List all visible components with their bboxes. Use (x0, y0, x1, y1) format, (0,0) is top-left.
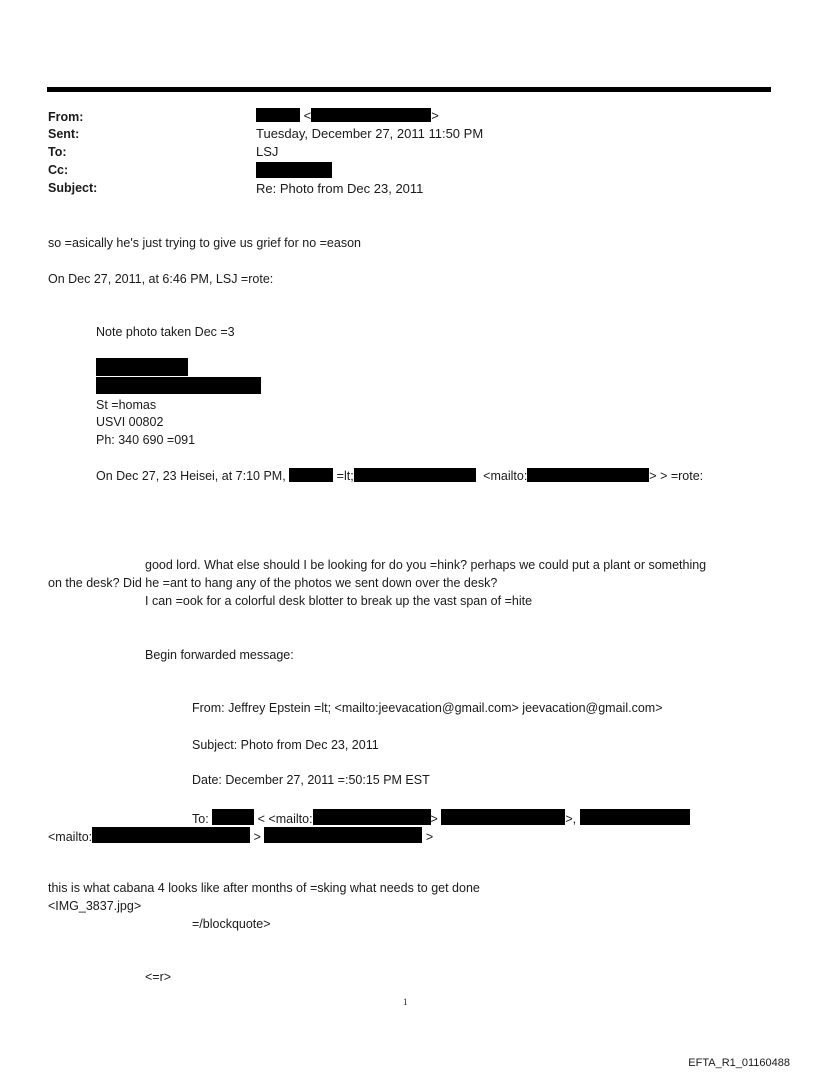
fwd-date: Date: December 27, 2011 =:50:15 PM EST (192, 773, 430, 787)
redaction-block (92, 827, 250, 843)
redaction-block (311, 108, 431, 122)
redaction-block (441, 809, 565, 825)
document-id: EFTA_R1_01160488 (688, 1057, 790, 1069)
quote-header-line (96, 468, 703, 484)
note-line: Note photo taken Dec =3 (96, 325, 235, 339)
to-value: LSJ (256, 144, 279, 159)
fwd-gt4: > (425, 830, 434, 844)
image-attachment: <IMG_3837.jpg> (48, 899, 142, 913)
quote-lt: =lt; (336, 469, 354, 483)
para1-line-c: I can =ook for a colorful desk blotter to break up the vast span of =hite (145, 594, 533, 608)
cc-redaction (256, 162, 332, 178)
forwarded-heading: Begin forwarded message: (145, 648, 294, 662)
quote-end: > > =rote: (649, 469, 704, 483)
subject-label: Subject: (48, 181, 98, 195)
fwd-to-label: To: (192, 812, 209, 826)
para1-line-b: on the desk? Did he =ant to hang any of the photos we sent down over the desk? (48, 576, 498, 590)
address-zip: USVI 00802 (96, 415, 164, 429)
redaction-block (354, 468, 476, 482)
page-number: 1 (403, 997, 408, 1007)
redaction-block (264, 827, 422, 843)
sent-value: Tuesday, December 27, 2011 11:50 PM (256, 126, 484, 141)
cabana-line: this is what cabana 4 looks like after months of =sking what needs to get done (48, 881, 480, 895)
para1-line-a: good lord. What else should I be looking for do you =hink? perhaps we could put a plant or something (145, 558, 707, 572)
header-rule (47, 87, 771, 92)
redaction-block (212, 809, 254, 825)
body-line-2: On Dec 27, 2011, at 6:46 PM, LSJ =rote: (48, 272, 274, 286)
quote-mailto: <mailto: (483, 469, 528, 483)
from-value (256, 108, 439, 124)
to-label: To: (48, 145, 67, 159)
fwd-to-lt: < <mailto: (257, 812, 313, 826)
subject-value: Re: Photo from Dec 23, 2011 (256, 181, 424, 196)
address-phone: Ph: 340 690 =091 (96, 433, 196, 447)
from-label: From: (48, 110, 84, 124)
fwd-mailto2: <mailto: (48, 830, 93, 844)
address-redaction-2 (96, 377, 261, 394)
fwd-to-line (192, 809, 690, 827)
fwd-from: From: Jeffrey Epstein =lt; <mailto:jeevacation@gmail.com> jeevacation@gmail.com> (192, 701, 663, 715)
cc-label: Cc: (48, 163, 69, 177)
address-city: St =homas (96, 398, 157, 412)
blockquote-close: =/blockquote> (192, 917, 271, 931)
redaction-block (256, 108, 300, 122)
fwd-subject: Subject: Photo from Dec 23, 2011 (192, 738, 379, 752)
br-tag: <=r> (145, 970, 172, 984)
fwd-to-line-2 (48, 827, 433, 845)
sent-label: Sent: (48, 127, 80, 141)
redaction-block (580, 809, 690, 825)
body-line-1: so =asically he's just trying to give us grief for no =eason (48, 236, 361, 250)
from-gt: > (431, 108, 439, 123)
quote-on: On Dec 27, 23 Heisei, at 7:10 PM, (96, 469, 286, 483)
fwd-to-gt1: > (430, 812, 438, 826)
redaction-block (289, 468, 333, 482)
from-lt: < (303, 108, 312, 123)
redaction-block (313, 809, 431, 825)
fwd-to-gt2: >, (565, 812, 577, 826)
redaction-block (527, 468, 649, 482)
address-redaction-1 (96, 358, 188, 376)
fwd-gt3: > (253, 830, 261, 844)
